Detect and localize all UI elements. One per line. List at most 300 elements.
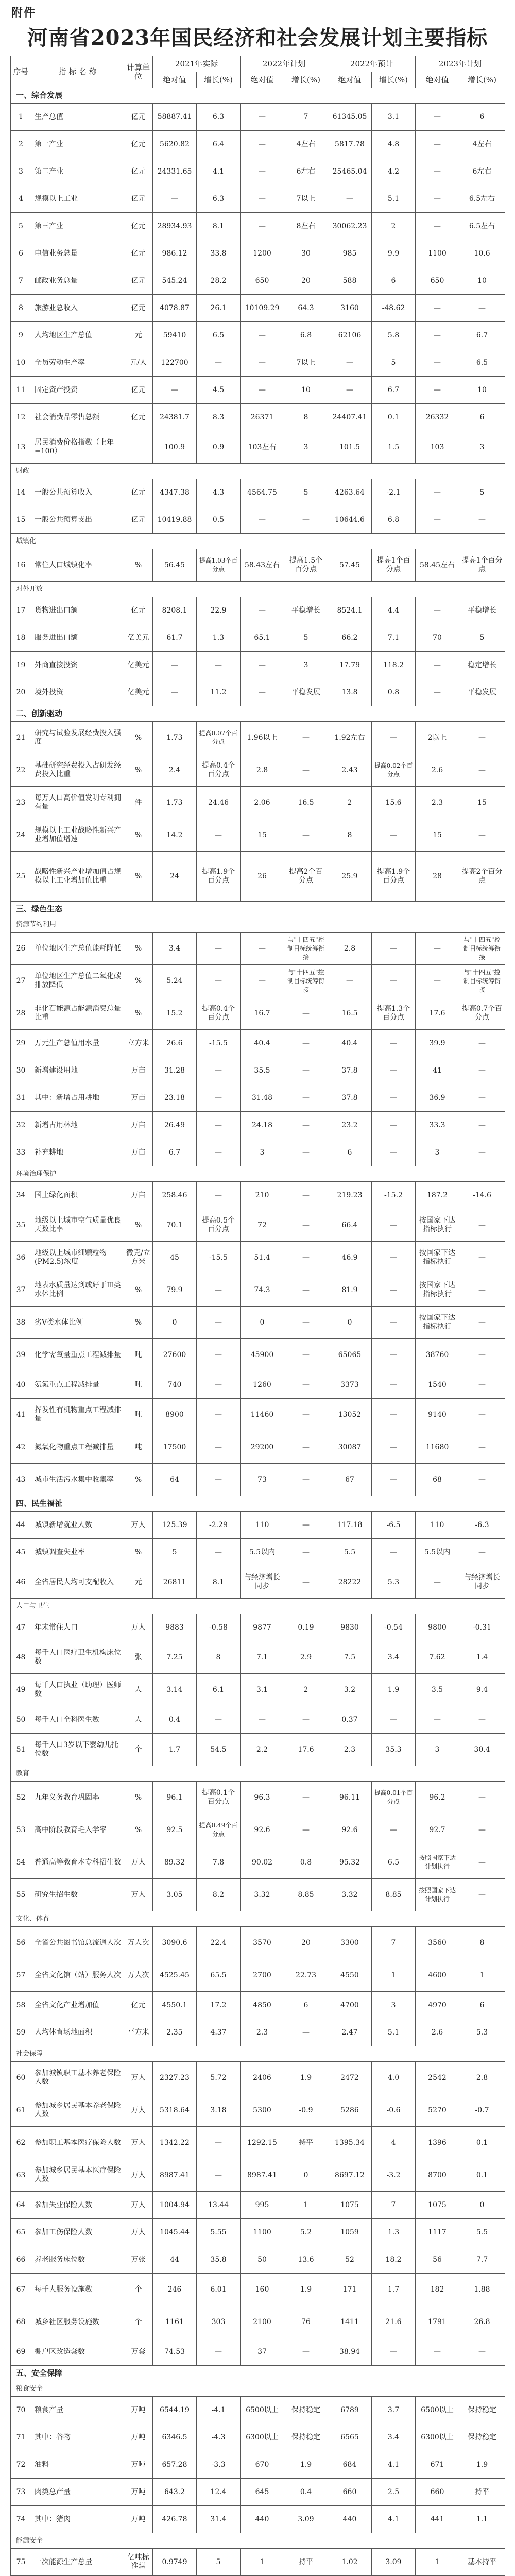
growth-2022-est: — (372, 1706, 416, 1734)
indicator-name: 研究与试验发展经费投入强度 (31, 722, 124, 754)
growth-2021: 6.4 (197, 131, 241, 158)
abs-2022-plan: — (241, 597, 284, 624)
abs-2021: 2327.23 (153, 2062, 197, 2094)
growth-2022-plan: — (284, 1399, 328, 1431)
abs-2021: — (153, 652, 197, 679)
indicator-name: 油料 (31, 2451, 124, 2479)
growth-2021: — (197, 965, 241, 997)
abs-2022-plan: 4850 (241, 1992, 284, 2019)
seq-cell: 7 (11, 267, 31, 295)
growth-2022-est: 5.8 (372, 322, 416, 349)
unit-cell: 万亩 (124, 1182, 153, 1209)
abs-2022-plan: 440 (241, 2506, 284, 2533)
unit-cell: 亿元 (124, 377, 153, 404)
table-row (11, 1139, 505, 1166)
table-row (11, 2062, 505, 2094)
abs-2021: 122700 (153, 349, 197, 377)
abs-2022-est: 1.02 (328, 2549, 372, 2576)
abs-2022-plan: 210 (241, 1182, 284, 1209)
indicator-name: 劣Ⅴ类水体比例 (31, 1307, 124, 1339)
unit-cell: % (124, 933, 153, 965)
abs-2023-plan: 182 (416, 2274, 459, 2306)
seq-cell: 3 (11, 158, 31, 185)
header-growth: 增长(%) (372, 72, 416, 88)
table-row (11, 1464, 505, 1496)
abs-2022-plan: 7.1 (241, 1641, 284, 1674)
growth-2023-plan: 提高2个百分点 (459, 852, 505, 902)
section-header-row (11, 706, 505, 722)
indicator-name: 氮氧化物重点工程减排量 (31, 1431, 124, 1464)
abs-2022-plan: 670 (241, 2451, 284, 2479)
abs-2023-plan: — (416, 1706, 459, 1734)
growth-2022-est: — (372, 1339, 416, 1371)
growth-2022-est: 4.2 (372, 158, 416, 185)
growth-2023-plan: — (459, 1399, 505, 1431)
table-row (11, 2192, 505, 2219)
indicator-name: 地表水质量达到或好于Ⅲ类水体比例 (31, 1274, 124, 1307)
growth-2022-plan: — (284, 1566, 328, 1599)
abs-2022-plan: 103左右 (241, 431, 284, 464)
indicator-name: 每千人服务设施数 (31, 2274, 124, 2306)
growth-2022-est: — (372, 1814, 416, 1846)
indicator-name: 新增占用林地 (31, 1112, 124, 1139)
unit-cell: 万人 (124, 2219, 153, 2246)
table-row (11, 267, 505, 295)
abs-2022-est: 5.5 (328, 1539, 372, 1566)
growth-2021: 54.5 (197, 1734, 241, 1766)
seq-cell: 18 (11, 624, 31, 652)
unit-cell: 吨 (124, 1399, 153, 1431)
growth-2022-est: 0.8 (372, 679, 416, 706)
indicator-name: 九年义务教育巩固率 (31, 1782, 124, 1814)
abs-2022-est: 3160 (328, 295, 372, 322)
seq-cell: 53 (11, 1814, 31, 1846)
abs-2023-plan: — (416, 933, 459, 965)
growth-2022-plan: 20 (284, 1927, 328, 1959)
growth-2022-est: 5.1 (372, 2019, 416, 2046)
growth-2022-est: -6.5 (372, 1512, 416, 1539)
abs-2023-plan: 9800 (416, 1614, 459, 1641)
unit-cell: 亿美元 (124, 624, 153, 652)
unit-cell: % (124, 997, 153, 1030)
abs-2022-est: 8524.1 (328, 597, 372, 624)
abs-2022-plan: 11460 (241, 1399, 284, 1431)
growth-2022-plan: 0.4 (284, 2479, 328, 2506)
table-row (11, 597, 505, 624)
growth-2021: 17.2 (197, 1992, 241, 2019)
abs-2021: 15.2 (153, 997, 197, 1030)
growth-2022-est: 21.6 (372, 2306, 416, 2338)
table-row (11, 2306, 505, 2338)
growth-2022-est: — (372, 933, 416, 965)
abs-2023-plan: — (416, 965, 459, 997)
growth-2023-plan: 10.6 (459, 240, 505, 267)
growth-2022-est: 3.4 (372, 2424, 416, 2451)
growth-2021: -3.3 (197, 2451, 241, 2479)
growth-2023-plan: 5.3 (459, 2019, 505, 2046)
table-row (11, 2338, 505, 2366)
abs-2022-est: — (328, 965, 372, 997)
abs-2023-plan: 2以上 (416, 722, 459, 754)
abs-2023-plan: 671 (416, 2451, 459, 2479)
indicator-name: 每千人口全科医生数 (31, 1706, 124, 1734)
growth-2022-est: — (372, 722, 416, 754)
abs-2023-plan: 按照国家下达计划执行 (416, 1846, 459, 1879)
growth-2021: 4.3 (197, 479, 241, 506)
abs-2022-plan: 73 (241, 1464, 284, 1496)
growth-2022-plan: 5 (284, 479, 328, 506)
abs-2021: 6.7 (153, 1139, 197, 1166)
abs-2022-est: 9830 (328, 1614, 372, 1641)
growth-2022-est: — (372, 1431, 416, 1464)
seq-cell: 68 (11, 2306, 31, 2338)
growth-2021: 0.5 (197, 506, 241, 534)
seq-cell: 31 (11, 1084, 31, 1112)
seq-cell: 22 (11, 754, 31, 787)
abs-2022-est: 1.92左右 (328, 722, 372, 754)
unit-cell (124, 431, 153, 464)
unit-cell: % (124, 1464, 153, 1496)
abs-2022-plan: — (241, 506, 284, 534)
growth-2021: — (197, 2338, 241, 2366)
growth-2022-plan: — (284, 997, 328, 1030)
unit-cell: 亿元 (124, 479, 153, 506)
indicator-name: 每千人口3岁以下婴幼儿托位数 (31, 1734, 124, 1766)
growth-2021: — (197, 1539, 241, 1566)
abs-2022-est: 66.2 (328, 624, 372, 652)
seq-cell: 51 (11, 1734, 31, 1766)
growth-2023-plan: — (459, 1209, 505, 1242)
growth-2022-plan: 3 (284, 652, 328, 679)
abs-2023-plan: 650 (416, 267, 459, 295)
abs-2023-plan: — (416, 506, 459, 534)
growth-2021: — (197, 1339, 241, 1371)
abs-2022-plan: 3.1 (241, 1674, 284, 1706)
abs-2023-plan: 按国家下达指标执行 (416, 1209, 459, 1242)
growth-2023-plan: 0.1 (459, 2127, 505, 2159)
growth-2023-plan: 与"十四五"控制目标统筹衔接 (459, 965, 505, 997)
seq-cell: 34 (11, 1182, 31, 1209)
abs-2021: 5318.64 (153, 2094, 197, 2127)
unit-cell: 万人 (124, 1614, 153, 1641)
header-2021: 2021年实际 (153, 56, 241, 72)
abs-2022-plan: 6300以上 (241, 2424, 284, 2451)
growth-2022-plan: — (284, 1371, 328, 1399)
abs-2021: 8208.1 (153, 597, 197, 624)
indicator-name: 地级以上城市空气质量优良天数比率 (31, 1209, 124, 1242)
abs-2022-est: 6 (328, 1139, 372, 1166)
abs-2022-plan: 16.7 (241, 997, 284, 1030)
subsection-header-row (11, 464, 505, 479)
table-row (11, 722, 505, 754)
seq-cell: 58 (11, 1992, 31, 2019)
abs-2023-plan: 441 (416, 2506, 459, 2533)
subsection-title: 城镇化 (11, 534, 505, 549)
abs-2022-plan: 2.06 (241, 787, 284, 819)
growth-2021: 35.8 (197, 2246, 241, 2274)
growth-2021: 提高0.07个百分点 (197, 722, 241, 754)
seq-cell: 39 (11, 1339, 31, 1371)
growth-2022-plan: — (284, 506, 328, 534)
abs-2021: 0 (153, 1307, 197, 1339)
growth-2021: 7.8 (197, 1846, 241, 1879)
indicator-name: 研究生招生数 (31, 1879, 124, 1911)
abs-2022-est: 1075 (328, 2192, 372, 2219)
growth-2023-plan: 8 (459, 1927, 505, 1959)
growth-2021: — (197, 1182, 241, 1209)
abs-2022-est: 10644.6 (328, 506, 372, 534)
abs-2021: — (153, 185, 197, 213)
table-row (11, 2159, 505, 2192)
table-row (11, 1814, 505, 1846)
table-row (11, 2127, 505, 2159)
subsection-title: 粮食安全 (11, 2381, 505, 2397)
growth-2021: 5.72 (197, 2062, 241, 2094)
abs-2022-est: 3373 (328, 1371, 372, 1399)
indicator-name: 参加职工基本医疗保险人数 (31, 2127, 124, 2159)
abs-2022-est: 117.18 (328, 1512, 372, 1539)
abs-2022-plan: — (241, 104, 284, 131)
abs-2022-plan: — (241, 965, 284, 997)
growth-2023-plan: 6.5 (459, 349, 505, 377)
abs-2023-plan: 58.45左右 (416, 549, 459, 582)
abs-2022-est: 2.8 (328, 933, 372, 965)
growth-2022-plan: 1.9 (284, 2274, 328, 2306)
growth-2021: 提高0.49个百分点 (197, 1814, 241, 1846)
growth-2022-plan: 8.85 (284, 1879, 328, 1911)
seq-cell: 46 (11, 1566, 31, 1599)
unit-cell: % (124, 754, 153, 787)
indicator-name: 固定资产投资 (31, 377, 124, 404)
unit-cell: 吨 (124, 1371, 153, 1399)
abs-2023-plan: 39.9 (416, 1030, 459, 1057)
indicator-name: 一般公共预算支出 (31, 506, 124, 534)
table-row (11, 2479, 505, 2506)
growth-2021: 提高0.1个百分点 (197, 1782, 241, 1814)
indicator-name: 社会消费品零售总额 (31, 404, 124, 431)
growth-2023-plan: 10 (459, 377, 505, 404)
indicator-name: 参加城乡居民基本医疗保险人数 (31, 2159, 124, 2192)
indicator-name: 其中：谷物 (31, 2424, 124, 2451)
growth-2022-est: — (372, 1057, 416, 1084)
indicator-name: 居民消费价格指数（上年=100） (31, 431, 124, 464)
growth-2021: -2.29 (197, 1512, 241, 1539)
indicator-name: 其中：新增占用耕地 (31, 1084, 124, 1112)
unit-cell: 万人 (124, 2127, 153, 2159)
growth-2023-plan: 6 (459, 404, 505, 431)
abs-2021: 1.73 (153, 787, 197, 819)
abs-2021: 1.7 (153, 1734, 197, 1766)
abs-2022-est: 52 (328, 2246, 372, 2274)
seq-cell: 72 (11, 2451, 31, 2479)
abs-2022-est: 38.94 (328, 2338, 372, 2366)
abs-2021: 1161 (153, 2306, 197, 2338)
seq-cell: 37 (11, 1274, 31, 1307)
abs-2022-plan: 2.3 (241, 2019, 284, 2046)
abs-2023-plan: — (416, 479, 459, 506)
growth-2022-plan: — (284, 1706, 328, 1734)
growth-2022-est: 提高1.9个百分点 (372, 852, 416, 902)
seq-cell: 54 (11, 1846, 31, 1879)
growth-2021: -15.5 (197, 1242, 241, 1274)
subsection-title: 文化、体育 (11, 1911, 505, 1927)
seq-cell: 40 (11, 1371, 31, 1399)
seq-cell: 13 (11, 431, 31, 464)
growth-2022-est: -2.1 (372, 479, 416, 506)
indicator-name: 补充耕地 (31, 1139, 124, 1166)
abs-2021: 28934.93 (153, 213, 197, 240)
growth-2023-plan: 与"十四五"控制目标统筹衔接 (459, 933, 505, 965)
seq-cell: 20 (11, 679, 31, 706)
abs-2022-plan: 160 (241, 2274, 284, 2306)
abs-2023-plan: 5270 (416, 2094, 459, 2127)
abs-2023-plan: 1100 (416, 240, 459, 267)
growth-2021: 12.4 (197, 2479, 241, 2506)
abs-2021: 5.24 (153, 965, 197, 997)
abs-2022-plan: 8987.41 (241, 2159, 284, 2192)
growth-2022-plan: — (284, 1112, 328, 1139)
table-row (11, 1959, 505, 1992)
table-row (11, 787, 505, 819)
abs-2022-plan: 40.4 (241, 1030, 284, 1057)
growth-2023-plan: 1.88 (459, 2274, 505, 2306)
subsection-title: 社会保障 (11, 2046, 505, 2062)
indicator-name: 肉类总产量 (31, 2479, 124, 2506)
abs-2021: 657.28 (153, 2451, 197, 2479)
unit-cell: % (124, 1274, 153, 1307)
growth-2021: 8.2 (197, 1879, 241, 1911)
unit-cell: 万吨 (124, 2424, 153, 2451)
abs-2021: — (153, 377, 197, 404)
seq-cell: 2 (11, 131, 31, 158)
unit-cell: 件 (124, 787, 153, 819)
unit-cell: 万人 (124, 1512, 153, 1539)
unit-cell: 万吨 (124, 2451, 153, 2479)
growth-2023-plan: 1.4 (459, 1641, 505, 1674)
abs-2022-est: 17.79 (328, 652, 372, 679)
abs-2021: 4078.87 (153, 295, 197, 322)
seq-cell: 17 (11, 597, 31, 624)
indicators-table (10, 56, 505, 2576)
growth-2022-est: 3.09 (372, 2549, 416, 2576)
table-row (11, 104, 505, 131)
abs-2022-plan: 50 (241, 2246, 284, 2274)
growth-2023-plan: 26.8 (459, 2306, 505, 2338)
growth-2022-plan: — (284, 1307, 328, 1339)
growth-2022-est: -0.54 (372, 1614, 416, 1641)
growth-2023-plan: 基本持平 (459, 2549, 505, 2576)
growth-2021: — (197, 1307, 241, 1339)
growth-2022-plan: 与"十四五"控制目标统筹衔接 (284, 965, 328, 997)
growth-2022-plan: — (284, 1464, 328, 1496)
growth-2023-plan: 3 (459, 431, 505, 464)
seq-cell: 66 (11, 2246, 31, 2274)
indicator-name: 城市生活污水集中收集率 (31, 1464, 124, 1496)
abs-2022-est: — (328, 185, 372, 213)
seq-cell: 8 (11, 295, 31, 322)
table-row (11, 2274, 505, 2306)
unit-cell: 亿元 (124, 267, 153, 295)
growth-2022-est: — (372, 1371, 416, 1399)
growth-2022-plan: 13.6 (284, 2246, 328, 2274)
growth-2023-plan: 0.1 (459, 2159, 505, 2192)
growth-2022-plan: 8左右 (284, 213, 328, 240)
unit-cell: % (124, 852, 153, 902)
growth-2023-plan: 6 (459, 1992, 505, 2019)
table-row (11, 322, 505, 349)
unit-cell: 亿元 (124, 158, 153, 185)
growth-2022-plan: 持平 (284, 2549, 328, 2576)
abs-2022-plan: 4564.75 (241, 479, 284, 506)
abs-2023-plan: — (416, 104, 459, 131)
table-row (11, 2451, 505, 2479)
unit-cell: 万亩 (124, 1139, 153, 1166)
growth-2022-plan: 提高2个百分点 (284, 852, 328, 902)
growth-2021: -0.58 (197, 1614, 241, 1641)
abs-2022-plan: — (241, 158, 284, 185)
abs-2021: 70.1 (153, 1209, 197, 1242)
abs-2022-plan: 3570 (241, 1927, 284, 1959)
indicator-name: 粮食产量 (31, 2397, 124, 2424)
growth-2022-plan: 0.19 (284, 1614, 328, 1641)
seq-cell: 10 (11, 349, 31, 377)
growth-2023-plan: — (459, 1030, 505, 1057)
abs-2022-est: 95.32 (328, 1846, 372, 1879)
growth-2022-est: 3.7 (372, 2397, 416, 2424)
growth-2021: -4.3 (197, 2424, 241, 2451)
growth-2022-plan: 0.8 (284, 1846, 328, 1879)
seq-cell: 19 (11, 652, 31, 679)
growth-2021: — (197, 1139, 241, 1166)
unit-cell: 亿美元 (124, 652, 153, 679)
growth-2022-est: 4.4 (372, 597, 416, 624)
table-row (11, 431, 505, 464)
unit-cell: 亿元 (124, 213, 153, 240)
unit-cell: 万人 (124, 2062, 153, 2094)
abs-2022-plan: 9877 (241, 1614, 284, 1641)
table-row (11, 1706, 505, 1734)
growth-2021: — (197, 1057, 241, 1084)
unit-cell: 万吨 (124, 2506, 153, 2533)
table-row (11, 1307, 505, 1339)
abs-2023-plan: 1117 (416, 2219, 459, 2246)
table-row (11, 819, 505, 852)
abs-2022-plan: 29200 (241, 1431, 284, 1464)
growth-2022-plan: — (284, 1030, 328, 1057)
growth-2022-plan: — (284, 722, 328, 754)
abs-2021: 74.53 (153, 2338, 197, 2366)
indicator-name: 全省文化馆（站）服务人次 (31, 1959, 124, 1992)
subsection-title: 教育 (11, 1766, 505, 1782)
growth-2022-est: 提高1个百分点 (372, 549, 416, 582)
growth-2023-plan: — (459, 1084, 505, 1112)
growth-2021: 5.55 (197, 2219, 241, 2246)
unit-cell: 亿元 (124, 295, 153, 322)
subsection-header-row (11, 1166, 505, 1182)
growth-2022-plan: 17.6 (284, 1734, 328, 1766)
unit-cell: 亿元 (124, 185, 153, 213)
abs-2022-plan: 15 (241, 819, 284, 852)
growth-2021: 提高0.4个百分点 (197, 754, 241, 787)
abs-2021: 1.73 (153, 722, 197, 754)
abs-2022-plan: 65.1 (241, 624, 284, 652)
unit-cell: 张 (124, 1641, 153, 1674)
abs-2022-est: 219.23 (328, 1182, 372, 1209)
seq-cell: 25 (11, 852, 31, 902)
growth-2022-est: 1.5 (372, 431, 416, 464)
subsection-header-row (11, 1599, 505, 1614)
growth-2022-est: 4.1 (372, 2506, 416, 2533)
